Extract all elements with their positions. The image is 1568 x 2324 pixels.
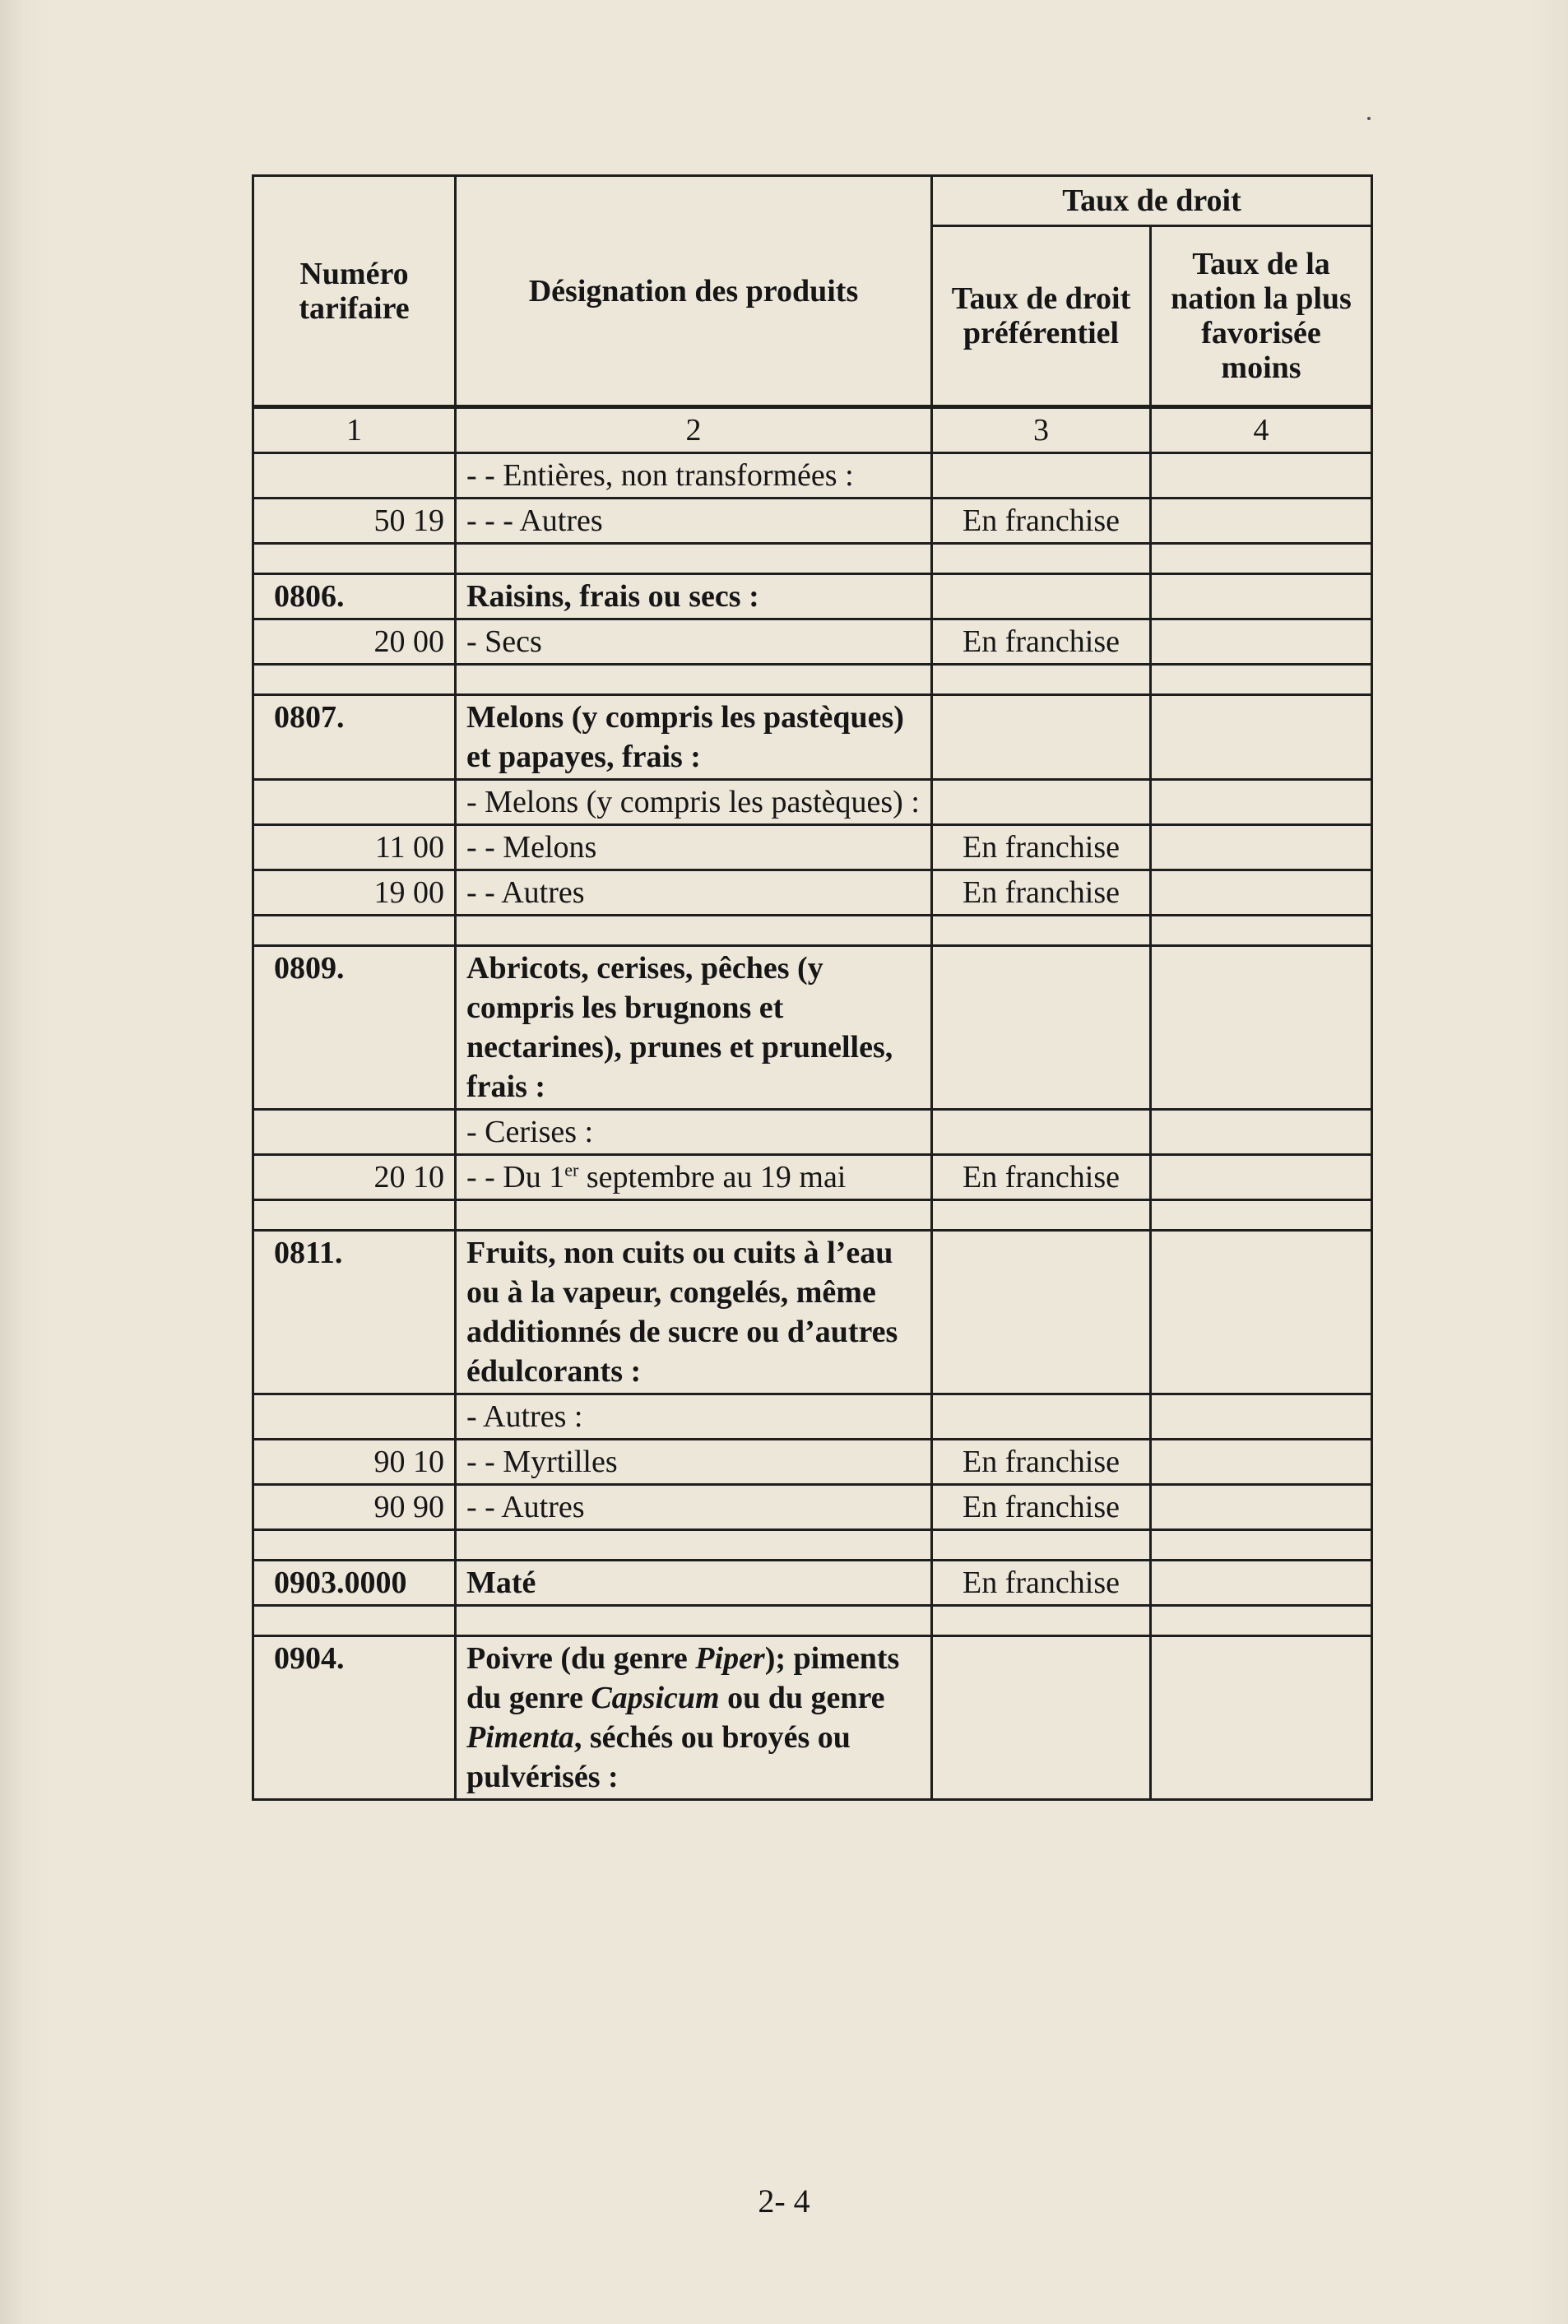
product-description: - - Autres bbox=[456, 1485, 932, 1530]
header-mfn-rate: Taux de la nation la plus favorisée moins bbox=[1151, 226, 1372, 407]
product-description: - - Autres bbox=[456, 870, 932, 916]
tariff-heading-code: 0903.0000 bbox=[253, 1561, 456, 1606]
product-heading: Melons (y compris les pastèques) et papayes, frais : bbox=[456, 695, 932, 780]
preferential-rate: En franchise bbox=[932, 1155, 1151, 1200]
preferential-rate: En franchise bbox=[932, 1561, 1151, 1606]
mfn-rate bbox=[1151, 1636, 1372, 1800]
preferential-rate bbox=[932, 1110, 1151, 1155]
description-text: Poivre (du genre bbox=[466, 1641, 696, 1676]
mfn-rate bbox=[1151, 1561, 1372, 1606]
tariff-code: 50 19 bbox=[253, 499, 456, 544]
product-description bbox=[456, 1155, 932, 1200]
spacer-row bbox=[253, 1606, 1372, 1636]
product-heading: Abricots, cerises, pêches (y compris les brugnons et nectarines), prunes et prunelles, frais : bbox=[456, 946, 932, 1110]
tariff-heading-code: 0904. bbox=[253, 1636, 456, 1800]
product-heading bbox=[456, 1636, 932, 1800]
table-row bbox=[253, 870, 1372, 916]
table-row bbox=[253, 453, 1372, 499]
mfn-rate bbox=[1151, 870, 1372, 916]
table-row bbox=[253, 499, 1372, 544]
tariff-heading-code: 0806. bbox=[253, 574, 456, 619]
description-text: - - Du 1 bbox=[466, 1160, 565, 1194]
description-text: ); piments du genre bbox=[466, 1641, 900, 1715]
header-rate-of-duty: Taux de droit bbox=[932, 176, 1372, 226]
tariff-code bbox=[253, 453, 456, 499]
product-description: - - Melons bbox=[456, 825, 932, 870]
tariff-code: 90 10 bbox=[253, 1440, 456, 1485]
mfn-rate bbox=[1151, 695, 1372, 780]
preferential-rate bbox=[932, 1231, 1151, 1394]
mfn-rate bbox=[1151, 1110, 1372, 1155]
table-row bbox=[253, 825, 1372, 870]
column-number-3: 3 bbox=[932, 407, 1151, 453]
table-row bbox=[253, 1561, 1372, 1606]
column-number-4: 4 bbox=[1151, 407, 1372, 453]
preferential-rate: En franchise bbox=[932, 619, 1151, 665]
tariff-code: 11 00 bbox=[253, 825, 456, 870]
table-row bbox=[253, 1110, 1372, 1155]
preferential-rate bbox=[932, 780, 1151, 825]
product-description: - Melons (y compris les pastèques) : bbox=[456, 780, 932, 825]
mfn-rate bbox=[1151, 825, 1372, 870]
tariff-code bbox=[253, 780, 456, 825]
ordinal-superscript: er bbox=[564, 1159, 579, 1181]
table-row bbox=[253, 1440, 1372, 1485]
table-row bbox=[253, 946, 1372, 1110]
product-description: - - Entières, non transformées : bbox=[456, 453, 932, 499]
preferential-rate bbox=[932, 1394, 1151, 1440]
spacer-row bbox=[253, 916, 1372, 946]
preferential-rate: En franchise bbox=[932, 1485, 1151, 1530]
tariff-heading-code: 0807. bbox=[253, 695, 456, 780]
spacer-row bbox=[253, 1530, 1372, 1561]
preferential-rate: En franchise bbox=[932, 870, 1151, 916]
mfn-rate bbox=[1151, 619, 1372, 665]
table-row bbox=[253, 1231, 1372, 1394]
product-description: - - - Autres bbox=[456, 499, 932, 544]
description-text: septembre au 19 mai bbox=[578, 1160, 847, 1194]
genus-name: Piper bbox=[695, 1641, 765, 1676]
mfn-rate bbox=[1151, 1394, 1372, 1440]
product-heading: Raisins, frais ou secs : bbox=[456, 574, 932, 619]
table-row bbox=[253, 619, 1372, 665]
column-number-2: 2 bbox=[456, 407, 932, 453]
header-product-description: Désignation des produits bbox=[456, 176, 932, 407]
preferential-rate bbox=[932, 946, 1151, 1110]
mfn-rate bbox=[1151, 946, 1372, 1110]
preferential-rate bbox=[932, 574, 1151, 619]
table-row bbox=[253, 1485, 1372, 1530]
tariff-heading-code: 0809. bbox=[253, 946, 456, 1110]
genus-name: Capsicum bbox=[591, 1681, 720, 1715]
preferential-rate bbox=[932, 695, 1151, 780]
genus-name: Pimenta bbox=[466, 1720, 574, 1755]
description-text: ou du genre bbox=[719, 1681, 885, 1715]
table-row bbox=[253, 1394, 1372, 1440]
tariff-code: 20 00 bbox=[253, 619, 456, 665]
spacer-row bbox=[253, 665, 1372, 695]
description-text: , séchés ou broyés ou pulvérisés : bbox=[466, 1720, 851, 1794]
scan-speck bbox=[1367, 117, 1371, 120]
page-number: 2- 4 bbox=[758, 2183, 810, 2220]
product-heading: Maté bbox=[456, 1561, 932, 1606]
tariff-heading-code: 0811. bbox=[253, 1231, 456, 1394]
spacer-row bbox=[253, 1200, 1372, 1231]
table-row bbox=[253, 695, 1372, 780]
preferential-rate bbox=[932, 1636, 1151, 1800]
tariff-code: 20 10 bbox=[253, 1155, 456, 1200]
mfn-rate bbox=[1151, 780, 1372, 825]
tariff-code bbox=[253, 1394, 456, 1440]
tariff-table bbox=[252, 174, 1373, 1801]
mfn-rate bbox=[1151, 1485, 1372, 1530]
mfn-rate bbox=[1151, 499, 1372, 544]
product-description: - Autres : bbox=[456, 1394, 932, 1440]
mfn-rate bbox=[1151, 1440, 1372, 1485]
product-heading: Fruits, non cuits ou cuits à l’eau ou à la vapeur, congelés, même additionnés de sucre ou d’autres édulcorants : bbox=[456, 1231, 932, 1394]
product-description: - - Myrtilles bbox=[456, 1440, 932, 1485]
table-row bbox=[253, 1155, 1372, 1200]
preferential-rate: En franchise bbox=[932, 825, 1151, 870]
spacer-row bbox=[253, 544, 1372, 574]
product-description: - Cerises : bbox=[456, 1110, 932, 1155]
preferential-rate bbox=[932, 453, 1151, 499]
table-row bbox=[253, 574, 1372, 619]
tariff-code: 90 90 bbox=[253, 1485, 456, 1530]
tariff-code bbox=[253, 1110, 456, 1155]
table-row bbox=[253, 1636, 1372, 1800]
mfn-rate bbox=[1151, 574, 1372, 619]
table-row bbox=[253, 780, 1372, 825]
product-description: - Secs bbox=[456, 619, 932, 665]
mfn-rate bbox=[1151, 1231, 1372, 1394]
header-preferential-rate: Taux de droit préférentiel bbox=[932, 226, 1151, 407]
tariff-code: 19 00 bbox=[253, 870, 456, 916]
preferential-rate: En franchise bbox=[932, 499, 1151, 544]
column-number-1: 1 bbox=[253, 407, 456, 453]
header-tariff-number: Numéro tarifaire bbox=[253, 176, 456, 407]
mfn-rate bbox=[1151, 1155, 1372, 1200]
preferential-rate: En franchise bbox=[932, 1440, 1151, 1485]
mfn-rate bbox=[1151, 453, 1372, 499]
